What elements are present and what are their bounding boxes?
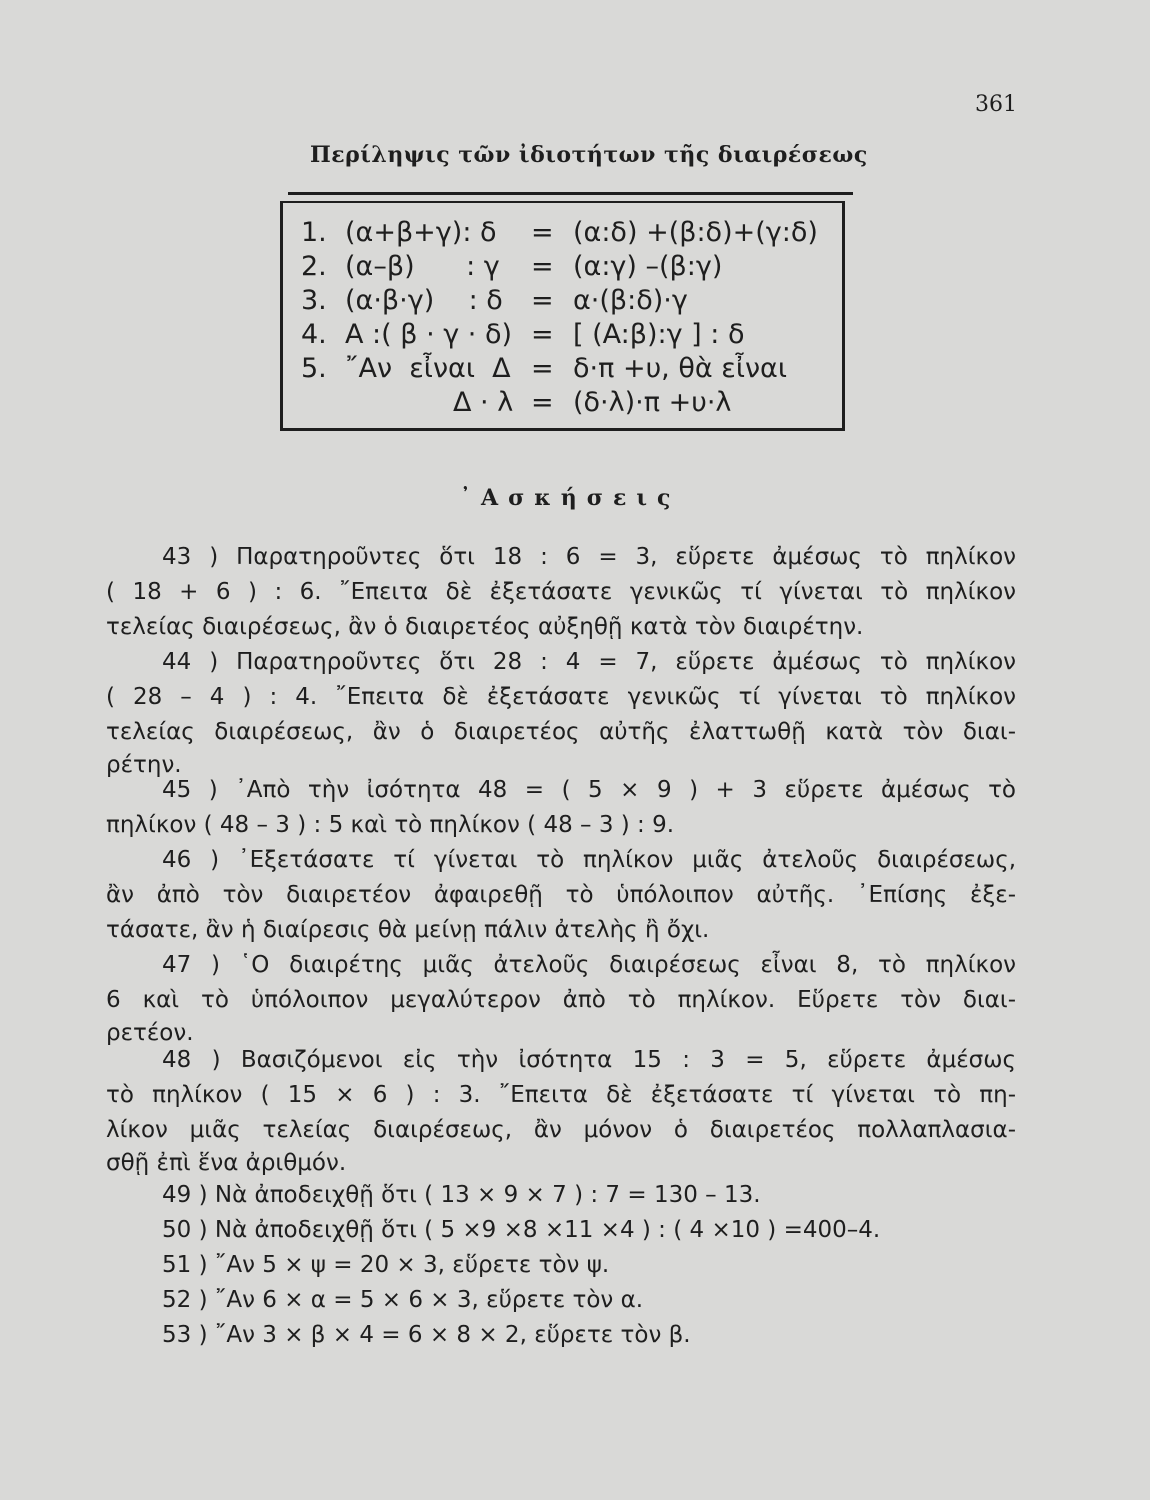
formula-row <box>283 351 843 387</box>
exercise-line: ρετέον. <box>106 1020 194 1046</box>
exercise-line: 52 ) ῎Αν 6 × α = 5 × 6 × 3, εὕρετε τὸν α. <box>162 1287 644 1313</box>
exercise-line: σθῇ ἐπὶ ἕνα ἀριθμόν. <box>106 1150 347 1176</box>
exercise-line: 48 ) Βασιζόμενοι εἰς τὴν ἰσότητα 15 : 3 = 5, εὕρετε ἀμέσως <box>162 1047 1016 1073</box>
formula-number: 3. <box>301 285 327 316</box>
formula-number: 5. <box>301 353 327 384</box>
exercise-line: λίκον μιᾶς τελείας διαιρέσεως, ἂν μόνον ὁ διαιρετέος πολλαπλασια- <box>106 1117 1016 1143</box>
exercise-line: τελείας διαιρέσεως, ἂν ὁ διαιρετέος αὐτῆς ἐλαττωθῇ κατὰ τὸν διαι- <box>106 719 1016 745</box>
exercise-line: 46 ) ᾿Εξετάσατε τί γίνεται τὸ πηλίκον μιᾶς ἀτελοῦς διαιρέσεως, <box>162 847 1016 873</box>
page-number: 361 <box>975 92 1017 117</box>
formula-equals: = <box>531 285 554 316</box>
formula-equals: = <box>531 217 554 248</box>
title-rule <box>288 192 853 195</box>
exercise-line: 44 ) Παρατηροῦντες ὅτι 28 : 4 = 7, εὕρετε ἀμέσως τὸ πηλίκον <box>162 649 1016 675</box>
formula-rhs: δ·π +υ, θὰ εἶναι <box>573 353 787 384</box>
exercises-heading: ᾿Ασκήσεις <box>460 485 681 511</box>
summary-title: Περίληψις τῶν ἰδιοτήτων τῆς διαιρέσεως <box>310 142 868 168</box>
formula-equals: = <box>531 251 554 282</box>
formula-rhs: α·(β:δ)·γ <box>573 285 688 316</box>
formula-row <box>283 317 843 353</box>
exercise-line: ( 28 – 4 ) : 4. ῎Επειτα δὲ ἐξετάσατε γενικῶς τί γίνεται τὸ πηλίκον <box>106 684 1016 710</box>
formula-equals: = <box>531 387 554 418</box>
formula-rhs: (α:γ) –(β:γ) <box>573 251 723 282</box>
formula-box <box>280 201 845 431</box>
exercise-line: 53 ) ῎Αν 3 × β × 4 = 6 × 8 × 2, εὕρετε τὸν β. <box>162 1322 691 1348</box>
formula-row <box>283 249 843 285</box>
formula-lhs: A :( β · γ · δ) <box>345 319 513 350</box>
formula-number: 1. <box>301 217 327 248</box>
formula-rhs: [ (A:β):γ ] : δ <box>573 319 745 350</box>
exercise-line: τὸ πηλίκον ( 15 × 6 ) : 3. ῎Επειτα δὲ ἐξετάσατε τί γίνεται τὸ πη- <box>106 1082 1016 1108</box>
formula-lhs: ῎Αν εἶναι Δ <box>345 353 511 384</box>
formula-equals: = <box>531 353 554 384</box>
formula-number: 2. <box>301 251 327 282</box>
formula-row <box>283 385 843 421</box>
formula-lhs: Δ · λ <box>453 387 514 418</box>
exercise-line: ( 18 + 6 ) : 6. ῎Επειτα δὲ ἐξετάσατε γενικῶς τί γίνεται τὸ πηλίκον <box>106 579 1016 605</box>
exercise-line: 47 ) ῾Ο διαιρέτης μιᾶς ἀτελοῦς διαιρέσεως εἶναι 8, τὸ πηλίκον <box>162 952 1016 978</box>
formula-row <box>283 215 843 251</box>
formula-rhs: (α:δ) +(β:δ)+(γ:δ) <box>573 217 818 248</box>
formula-lhs: (α–β) : γ <box>345 251 500 282</box>
exercise-line: τάσατε, ἂν ἡ διαίρεσις θὰ μείνῃ πάλιν ἀτελὴς ἢ ὄχι. <box>106 917 710 943</box>
formula-row <box>283 283 843 319</box>
exercise-line: 50 ) Νὰ ἀποδειχθῇ ὅτι ( 5 ×9 ×8 ×11 ×4 ) : ( 4 ×10 ) =400–4. <box>162 1217 881 1243</box>
exercise-line: 51 ) ῎Αν 5 × ψ = 20 × 3, εὕρετε τὸν ψ. <box>162 1252 610 1278</box>
exercise-line: 6 καὶ τὸ ὑπόλοιπον μεγαλύτερον ἀπὸ τὸ πηλίκον. Εὕρετε τὸν διαι- <box>106 987 1016 1013</box>
formula-lhs: (α+β+γ): δ <box>345 217 497 248</box>
exercise-line: τελείας διαιρέσεως, ἂν ὁ διαιρετέος αὐξηθῇ κατὰ τὸν διαιρέτην. <box>106 614 864 640</box>
exercise-line: 43 ) Παρατηροῦντες ὅτι 18 : 6 = 3, εὕρετε ἀμέσως τὸ πηλίκον <box>162 544 1016 570</box>
exercise-line: 45 ) ᾿Απὸ τὴν ἰσότητα 48 = ( 5 × 9 ) + 3 εὕρετε ἀμέσως τὸ <box>162 777 1016 803</box>
formula-lhs: (α·β·γ) : δ <box>345 285 503 316</box>
exercise-line: ρέτην. <box>106 752 182 778</box>
formula-equals: = <box>531 319 554 350</box>
exercise-line: πηλίκον ( 48 – 3 ) : 5 καὶ τὸ πηλίκον ( 48 – 3 ) : 9. <box>106 812 675 838</box>
exercise-line: 49 ) Νὰ ἀποδειχθῇ ὅτι ( 13 × 9 × 7 ) : 7 = 130 – 13. <box>162 1182 761 1208</box>
exercise-line: ἂν ἀπὸ τὸν διαιρετέον ἀφαιρεθῇ τὸ ὑπόλοιπον αὐτῆς. ᾿Επίσης ἐξε- <box>106 882 1016 908</box>
formula-number: 4. <box>301 319 327 350</box>
formula-rhs: (δ·λ)·π +υ·λ <box>573 387 732 418</box>
